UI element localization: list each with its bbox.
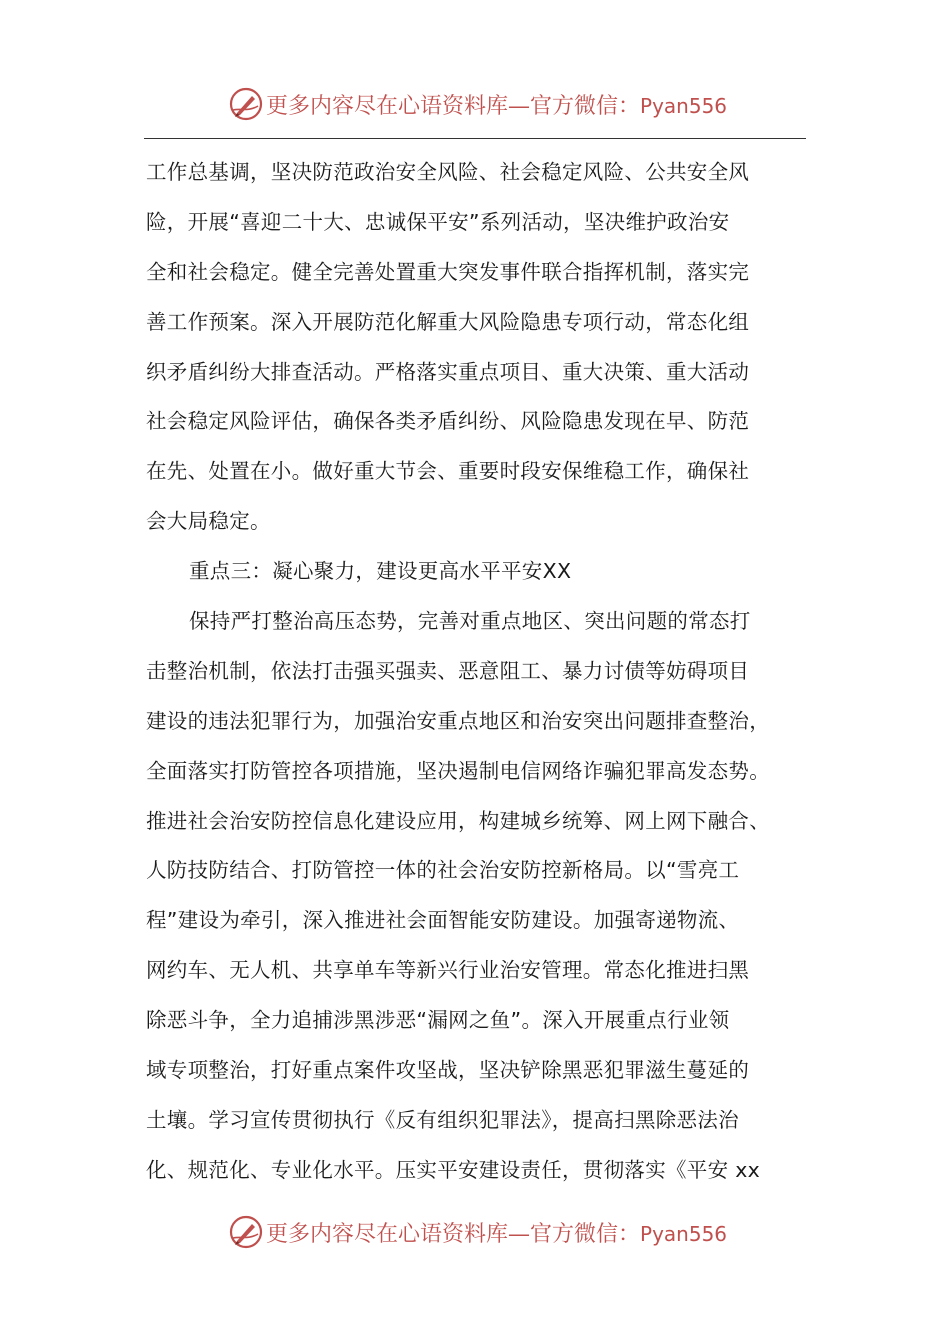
body-line: 推进社会治安防控信息化建设应用，构建城乡统筹、网上网下融合、 xyxy=(146,808,770,833)
header-banner xyxy=(0,84,950,124)
body-line: 全和社会稳定。健全完善处置重大突发事件联合指挥机制，落实完 xyxy=(146,259,750,284)
body-line: 除恶斗争，全力追捕涉黑涉恶“漏网之鱼”。深入开展重点行业领 xyxy=(146,1008,730,1033)
body-line: 化、规范化、专业化水平。压实平安建设责任，贯彻落实《平安 xx xyxy=(146,1157,761,1182)
body-line: 人防技防结合、打防管控一体的社会治安防控新格局。以“雪亮工 xyxy=(146,858,740,883)
header-site-name: 更多内容尽在心语资料库 xyxy=(266,94,509,119)
body-line: 社会稳定风险评估，确保各类矛盾纠纷、风险隐患发现在早、防范 xyxy=(146,409,750,434)
body-line: 在先、处置在小。做好重大节会、重要时段安保维稳工作，确保社 xyxy=(146,459,750,484)
section-heading: 重点三：凝心聚力，建设更高水平平安XX xyxy=(189,559,572,584)
body-line: 善工作预案。深入开展防范化解重大风险隐患专项行动，常态化组 xyxy=(146,309,750,334)
body-line: 域专项整治，打好重点案件攻坚战，坚决铲除黑恶犯罪滋生蔓延的 xyxy=(146,1058,750,1083)
body-line: 程”建设为牵引，深入推进社会面智能安防建设。加强寄递物流、 xyxy=(146,908,740,933)
footer-dash: — xyxy=(508,1222,531,1247)
pen-logo-icon xyxy=(228,1214,264,1250)
footer-wechat-label: 官方微信： xyxy=(530,1222,641,1247)
header-wechat-id: Pyan556 xyxy=(640,94,728,118)
header-dash: — xyxy=(508,94,531,119)
body-line: 织矛盾纠纷大排查活动。严格落实重点项目、重大决策、重大活动 xyxy=(146,359,750,384)
footer-banner xyxy=(0,1212,950,1252)
header-banner-text xyxy=(266,89,727,120)
pen-logo-icon xyxy=(228,86,264,122)
body-line: 全面落实打防管控各项措施，坚决遏制电信网络诈骗犯罪高发态势。 xyxy=(146,758,770,783)
header-wechat-label: 官方微信： xyxy=(530,94,641,119)
body-line: 击整治机制，依法打击强买强卖、恶意阻工、暴力讨债等妨碍项目 xyxy=(146,658,750,683)
footer-site-name: 更多内容尽在心语资料库 xyxy=(266,1222,509,1247)
header-divider xyxy=(144,138,806,139)
body-line: 建设的违法犯罪行为，加强治安重点地区和治安突出问题排查整治， xyxy=(146,708,770,733)
body-line: 险，开展“喜迎二十大、忠诚保平安”系列活动，坚决维护政治安 xyxy=(146,209,730,234)
document-body xyxy=(146,148,808,1196)
body-line: 网约车、无人机、共享单车等新兴行业治安管理。常态化推进扫黑 xyxy=(146,958,750,983)
body-line: 会大局稳定。 xyxy=(146,509,271,534)
body-line: 保持严打整治高压态势，完善对重点地区、突出问题的常态打 xyxy=(189,609,751,634)
body-line: 工作总基调，坚决防范政治安全风险、社会稳定风险、公共安全风 xyxy=(146,160,750,184)
body-line: 土壤。学习宣传贯彻执行《反有组织犯罪法》，提高扫黑除恶法治 xyxy=(146,1107,739,1132)
footer-wechat-id: Pyan556 xyxy=(640,1222,728,1246)
footer-banner-text xyxy=(266,1217,727,1248)
